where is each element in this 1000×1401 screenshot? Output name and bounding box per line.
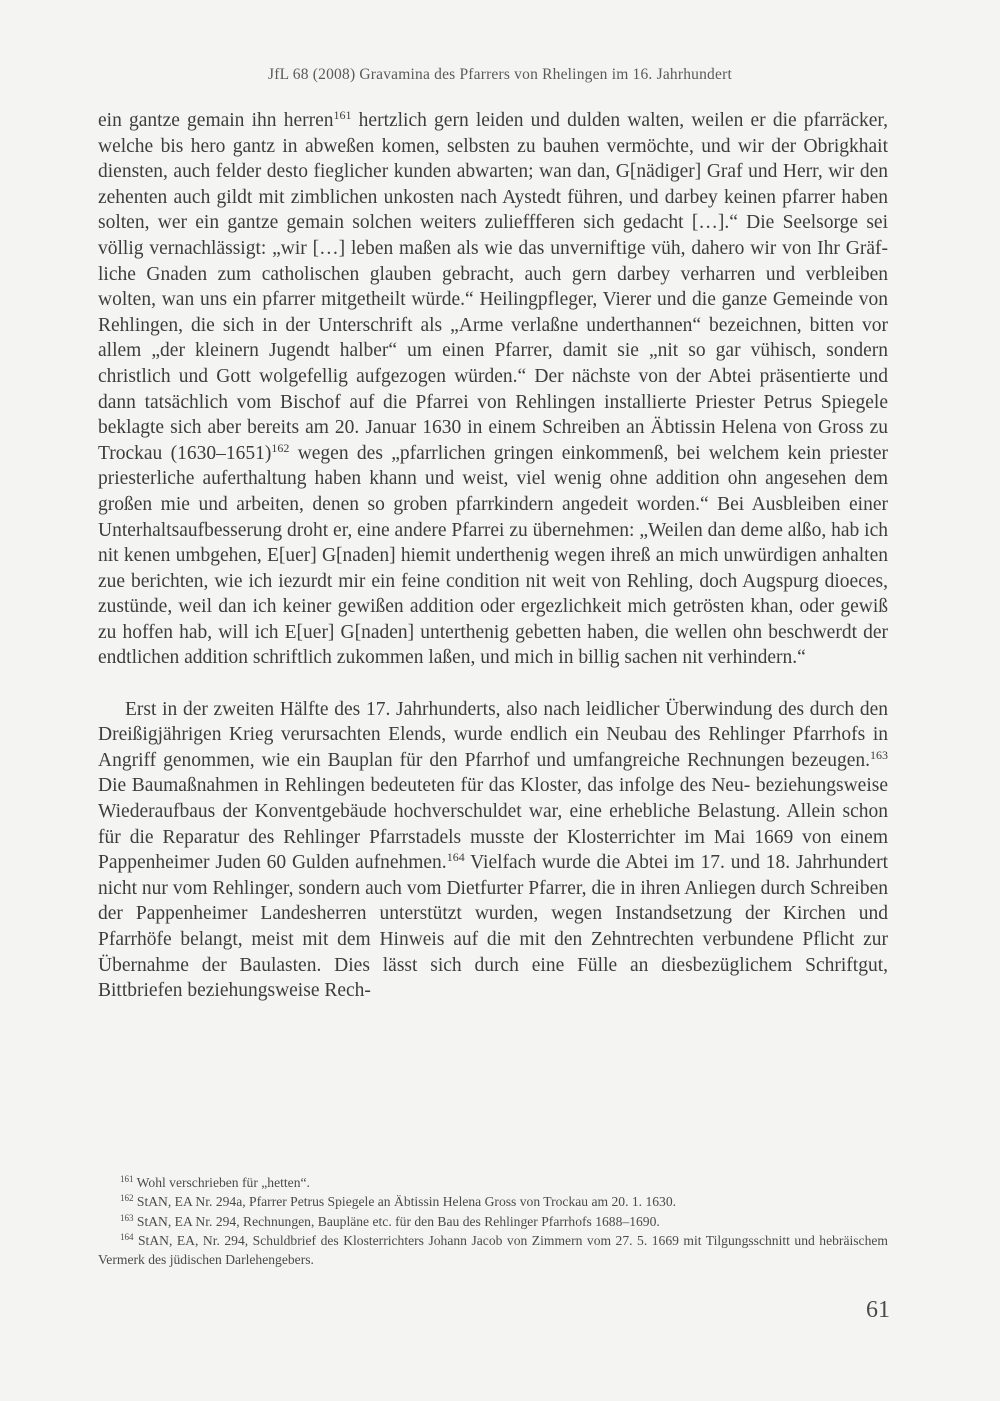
footnote-text: StAN, EA Nr. 294, Rechnungen, Baupläne etc. für den Bau des Rehlinger Pfarrhofs 1688–1690. <box>133 1213 660 1229</box>
paragraph-2 <box>98 697 888 1004</box>
footnote-text: StAN, EA Nr. 294a, Pfarrer Petrus Spiegele an Äbtissin Helena Gross von Trockau am 20. 1. 1630. <box>133 1194 677 1210</box>
footnote-number: 163 <box>120 1212 134 1223</box>
paragraph-1 <box>98 108 888 671</box>
footnote-text: Wohl verschrieben für „hetten“. <box>133 1175 310 1190</box>
footnotes <box>98 1173 888 1269</box>
footnote-163 <box>98 1212 888 1231</box>
main-text <box>98 108 888 1004</box>
footnote-ref-162[interactable]: 162 <box>271 440 290 455</box>
footnote-ref-164[interactable]: 164 <box>446 850 465 865</box>
running-header: JfL 68 (2008) Gravamina des Pfarrers von Rhelingen im 16. Jahrhundert <box>268 66 732 83</box>
footnote-number: 161 <box>120 1174 134 1184</box>
footnote-number: 162 <box>120 1193 134 1204</box>
footnote-162 <box>98 1192 888 1211</box>
footnote-ref-163[interactable]: 163 <box>870 747 888 762</box>
footnote-161 <box>98 1173 888 1192</box>
footnote-number: 164 <box>120 1231 134 1242</box>
paragraph-text: Erst in der zweiten Hälfte des 17. Jahrhunderts, also nach leidlicher Überwindung des durch den Dreißigjährigen Krieg verursachten Elends, wurde endlich ein Neubau des Rehlinger Pfarrhofs in Angriff genommen, wie ein Bauplan für den Pfarrhof und umfangreiche Rechnungen bezeugen. <box>98 698 888 771</box>
paragraph-text: Vielfach wurde die Abtei im 17. und 18. Jahrhundert nicht nur vom Rehlinger, sondern auch vom Dietfurter Pfarrer, die in ihren Anliegen durch Schreiben der Pappenheimer Landesherren unterstützt wurden, wegen Instandsetzung der Kirchen und Pfarrhöfe belangt, meist mit dem Hinweis auf die mit den Zehntrechten verbundene Pflicht zur Übernahme der Baulasten. Dies lässt sich durch eine Fülle an diesbezüglichem Schriftgut, Bittbriefen beziehungsweise Rech- <box>98 852 888 1002</box>
footnote-ref-161[interactable]: 161 <box>333 108 352 122</box>
paragraph-text: ein gantze gemain ihn herren <box>98 110 334 131</box>
footnote-text: StAN, EA, Nr. 294, Schuldbrief des Klosterrichters Johann Jacob von Zimmern vom 27. 5. 1669 mit Tilgungsschnitt und hebräischem Vermerk des jüdischen Darlehengebers. <box>98 1232 888 1268</box>
page-number: 61 <box>866 1297 890 1323</box>
footnote-164 <box>98 1231 888 1270</box>
paragraph-text: Die Baumaßnahmen in Rehlingen bedeuteten für das Kloster, das infolge des Neu- beziehungsweise Wiederaufbaus der Konventgebäude hochverschuldet war, eine erhebliche Belastung. Allein schon für die Reparatur des Rehlinger Pfarrstadels musste der Klosterrichter im Mai 1669 von einem Pappenheimer Juden 60 Gulden aufnehmen. <box>98 775 888 874</box>
paragraph-text: hertzlich gern leiden und dulden walten, weilen er die pfarräcker, welche bis hero gantz in abweßen komen, selbsten zu bauhen vermöchte, und wir der Obrigkhait diensten, auch felder desto fieglicher kunden abwarten; wan dan, G[nädiger] Graf und Herr, wir den zehenten auch gildt mit zimblichen unkosten nach Aystedt führen, und darbey keinen pfarrer haben solten, wer ein gantze gemain solchen weiters zulieffferen sich gedacht […].“ Die Seelsorge sei völlig vernachlässigt: „wir […] leben maßen als wie das unverniftige vüh, dahero wir von Ihr Gräfliche Gnaden zum catholischen glauben gebracht, auch gern darbey verharren und verbleiben wolten, wan uns ein pfarrer mitgetheilt würde.“ Heilingpfleger, Vierer und die ganze Gemeinde von Rehlingen, die sich in der Unterschrift als „Arme verlaßne underthannen“ bezeichnen, bitten vor allem „der kleinern Jugendt halber“ um einen Pfarrer, damit sie „nit so gar vühisch, sondern christlich und Gott wolgefellig aufgezogen würden.“ Der nächste von der Abtei präsentierte und dann tatsächlich vom Bischof auf die Pfarrei von Rehlingen installierte Priester Petrus Spiegele beklagte sich aber bereits am 20. Januar 1630 in einem Schreiben an Äbtissin Helena von Gross zu Trockau (1630–1651) <box>98 110 888 464</box>
paragraph-text: wegen des „pfarrlichen gringen einkommenß, bei welchem kein priester priesterliche auferthaltung haben khann und weist, viel wenig ohne addition ohn angesehen dem großen mie und arbeiten, denen so groben pfarrkindern angedeit worden.“ Bei Ausbleiben einer Unterhaltsaufbesserung droht er, eine andere Pfarrei zu übernehmen: „Weilen dan deme alßo, hab ich nit kenen umbgehen, E[uer] G[naden] hiemit underthenig wegen ihreß an mich unwürdigen anhalten zue berichten, wie ich iezurdt mir ein feine condition nit weit von Rehling, doch Augspurg dioeces, zustünde, weil dan ich keiner gewißen addition oder ergezlichkeit mich getrösten khan, oder gewiß zu hoffen hab, will ich E[uer] G[naden] unterthenig gebetten haben, die wellen ohn beschwerdt der endtlichen addition schriftlich zukommen laßen, und mich in billig sachen nit verhindern.“ <box>98 442 888 669</box>
